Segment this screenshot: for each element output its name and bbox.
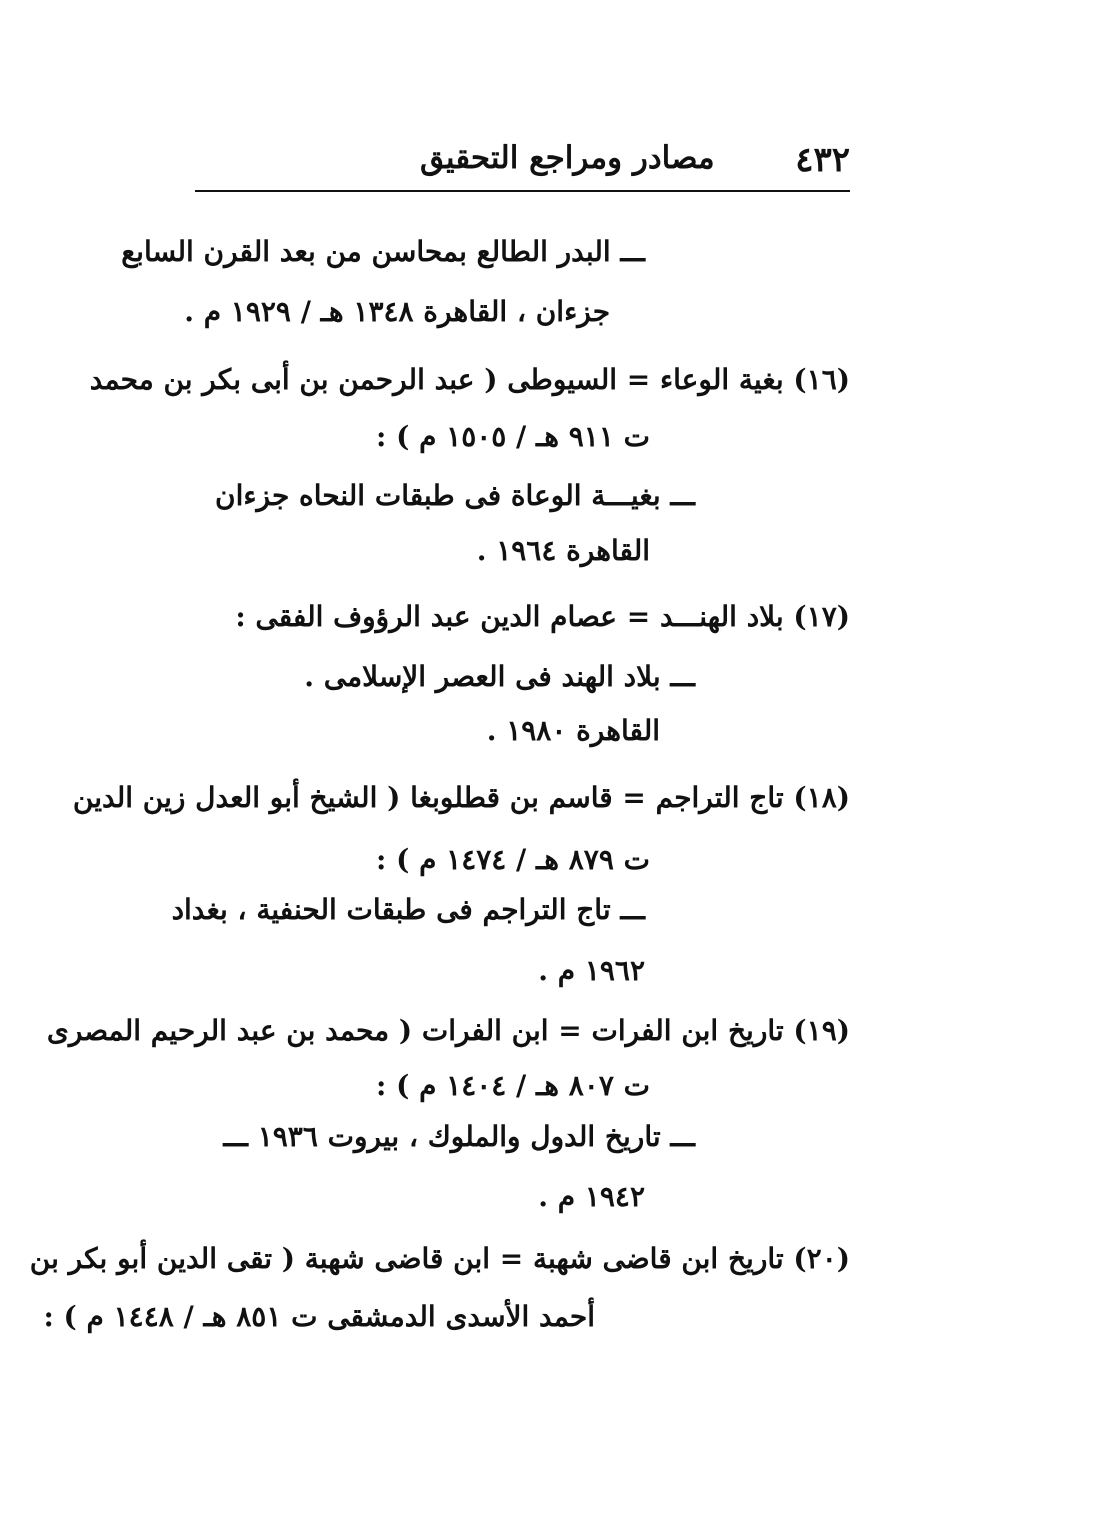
page-number: ٤٣٢	[795, 140, 850, 180]
text-line-5: ـــ بغيـــة الوعاة فى طبقات النحاه جزءان	[215, 479, 695, 512]
text-line-2: جزءان ، القاهرة ١٣٤٨ هـ / ١٩٢٩ م .	[184, 295, 610, 328]
text-line-8: ـــ بلاد الهند فى العصر الإسلامى .	[304, 660, 695, 693]
text-line-4: ت ٩١١ هـ / ١٥٠٥ م ) :	[375, 420, 650, 453]
text-line-15: ت ٨٠٧ هـ / ١٤٠٤ م ) :	[375, 1069, 650, 1102]
text-line-6: القاهرة ١٩٦٤ .	[476, 534, 650, 567]
text-line-12: ـــ تاج التراجم فى طبقات الحنفية ، بغداد	[171, 893, 645, 926]
text-line-3: (١٦) بغية الوعاء = السيوطى ( عبد الرحمن بن أبى بكر بن محمد	[89, 363, 850, 396]
text-line-19: أحمد الأسدى الدمشقى ت ٨٥١ هـ / ١٤٤٨ م ) :	[43, 1300, 595, 1333]
running-title: مصادر ومراجع التحقيق	[420, 140, 715, 176]
text-line-9: القاهرة ١٩٨٠ .	[486, 714, 660, 747]
text-line-1: ـــ البدر الطالع بمحاسن من بعد القرن السابع	[121, 235, 645, 268]
text-line-16: ـــ تاريخ الدول والملوك ، بيروت ١٩٣٦ ـــ	[223, 1120, 695, 1153]
text-line-13: ١٩٦٢ م .	[538, 954, 645, 987]
text-line-7: (١٧) بلاد الهنـــد = عصام الدين عبد الرؤوف الفقى :	[235, 600, 850, 633]
text-line-10: (١٨) تاج التراجم = قاسم بن قطلوبغا ( الشيخ أبو العدل زين الدين	[72, 781, 850, 814]
text-line-18: (٢٠) تاريخ ابن قاضى شهبة = ابن قاضى شهبة ( تقى الدين أبو بكر بن	[29, 1242, 850, 1275]
text-line-11: ت ٨٧٩ هـ / ١٤٧٤ م ) :	[375, 843, 650, 876]
text-line-14: (١٩) تاريخ ابن الفرات = ابن الفرات ( محمد بن عبد الرحيم المصرى	[46, 1014, 850, 1047]
text-line-17: ١٩٤٢ م .	[538, 1180, 645, 1213]
header-rule	[195, 190, 850, 192]
page-header	[195, 140, 850, 190]
